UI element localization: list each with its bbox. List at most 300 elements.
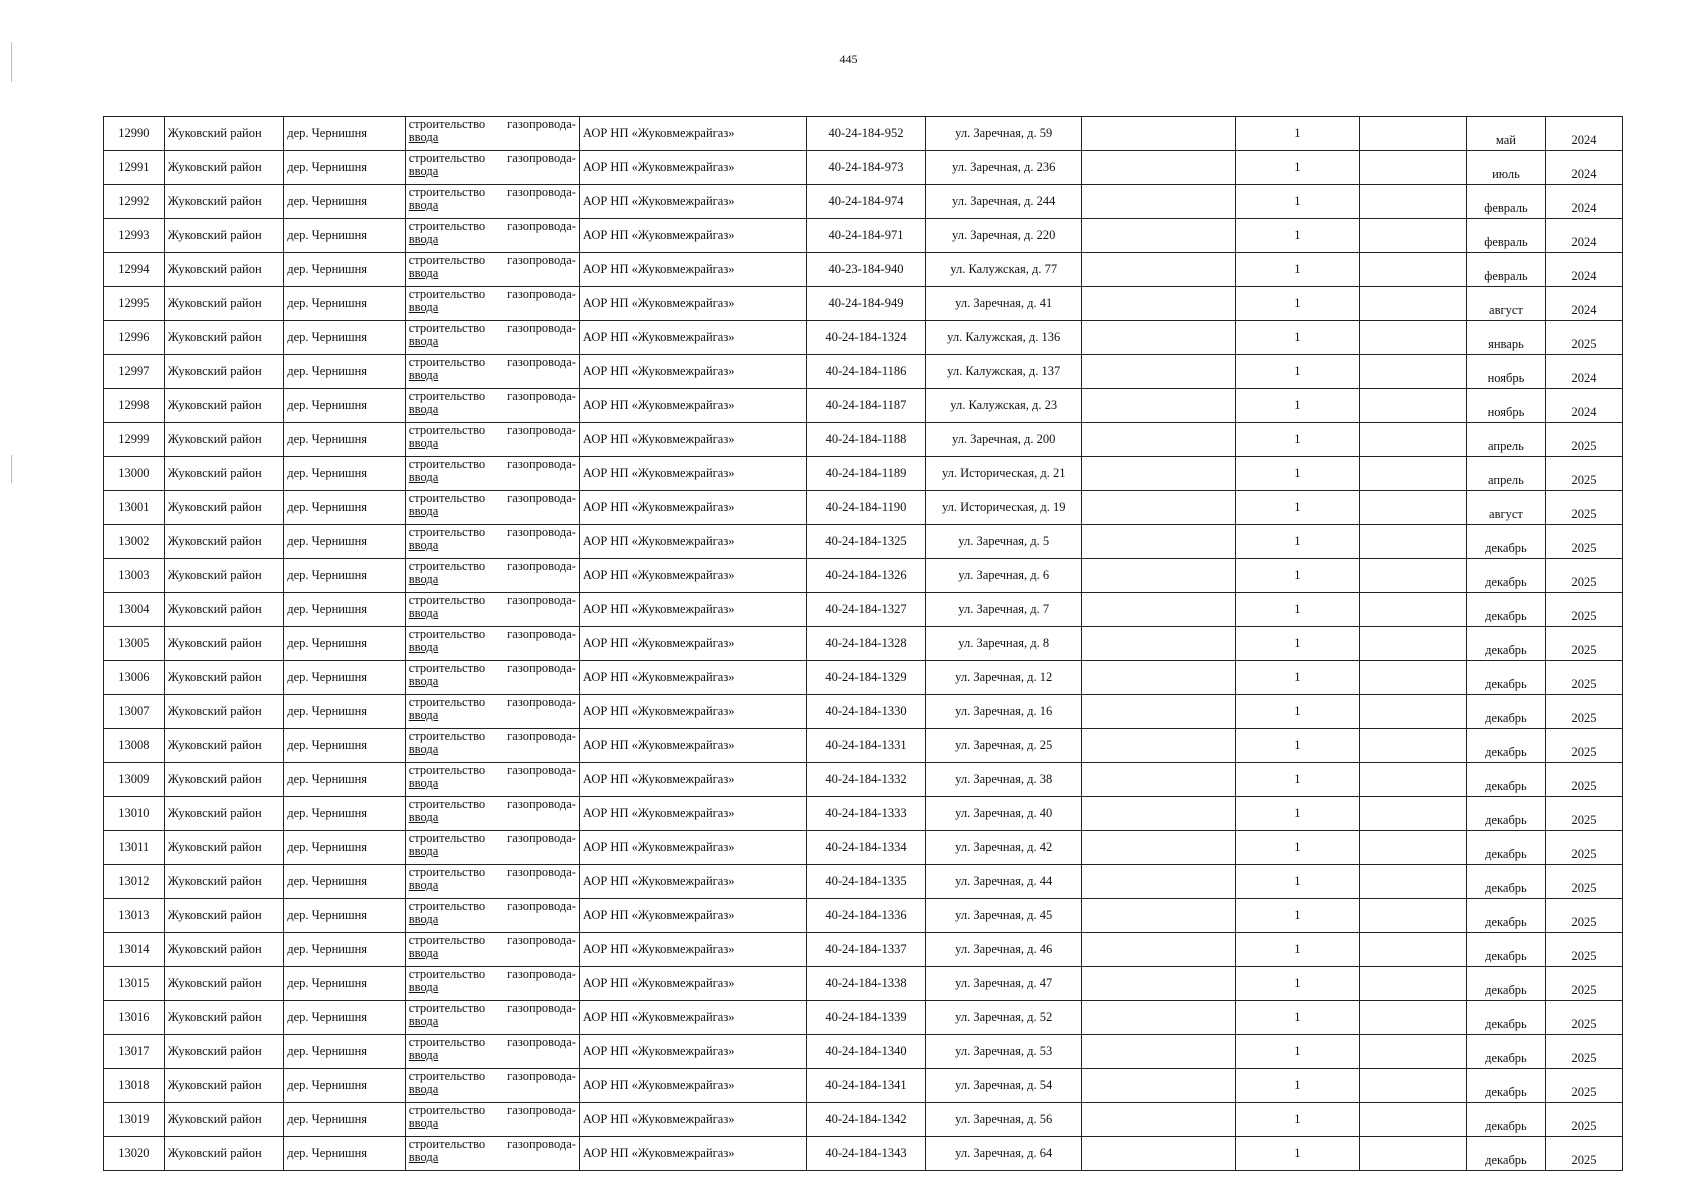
- blank-cell: [1359, 661, 1466, 695]
- blank-cell: [1082, 797, 1236, 831]
- year-cell: 2024: [1545, 287, 1622, 321]
- work-type-word: строительство: [408, 797, 486, 811]
- table-row: [104, 525, 1623, 559]
- organization-cell: АОР НП «Жуковмежрайгаз»: [579, 899, 806, 933]
- month-cell: декабрь: [1466, 763, 1545, 797]
- year-cell: 2025: [1545, 627, 1622, 661]
- district-cell: Жуковский район: [164, 355, 283, 389]
- work-type-object: газопровода-: [507, 1001, 576, 1015]
- district-cell: Жуковский район: [164, 457, 283, 491]
- district-cell: Жуковский район: [164, 219, 283, 253]
- district-cell: Жуковский район: [164, 695, 283, 729]
- work-type-object: газопровода-: [507, 933, 576, 947]
- work-type-suffix: ввода: [408, 776, 439, 790]
- work-type-suffix: ввода: [408, 810, 439, 824]
- work-type-cell: [405, 219, 579, 253]
- table-row: [104, 797, 1623, 831]
- count-cell: 1: [1236, 695, 1360, 729]
- village-cell: дер. Чернишня: [284, 695, 406, 729]
- count-cell: 1: [1236, 491, 1360, 525]
- work-type-suffix: ввода: [408, 742, 439, 756]
- table-row: [104, 1001, 1623, 1035]
- work-type-cell: [405, 117, 579, 151]
- month-cell: февраль: [1466, 253, 1545, 287]
- row-number: 13016: [104, 1001, 165, 1035]
- blank-cell: [1359, 389, 1466, 423]
- address-cell: ул. Заречная, д. 200: [926, 423, 1082, 457]
- address-cell: ул. Историческая, д. 21: [926, 457, 1082, 491]
- row-number: 12995: [104, 287, 165, 321]
- work-type-object: газопровода-: [507, 321, 576, 335]
- village-cell: дер. Чернишня: [284, 865, 406, 899]
- blank-cell: [1082, 661, 1236, 695]
- table-row: [104, 1035, 1623, 1069]
- address-cell: ул. Заречная, д. 42: [926, 831, 1082, 865]
- organization-cell: АОР НП «Жуковмежрайгаз»: [579, 151, 806, 185]
- address-cell: ул. Заречная, д. 38: [926, 763, 1082, 797]
- address-cell: ул. Заречная, д. 25: [926, 729, 1082, 763]
- table-row: [104, 457, 1623, 491]
- table-row: [104, 219, 1623, 253]
- cadastral-number-cell: 40-24-184-973: [806, 151, 925, 185]
- year-cell: 2025: [1545, 967, 1622, 1001]
- month-cell: декабрь: [1466, 1035, 1545, 1069]
- organization-cell: АОР НП «Жуковмежрайгаз»: [579, 117, 806, 151]
- cadastral-number-cell: 40-24-184-952: [806, 117, 925, 151]
- blank-cell: [1359, 1137, 1466, 1171]
- blank-cell: [1082, 933, 1236, 967]
- work-type-suffix: ввода: [408, 402, 439, 416]
- blank-cell: [1359, 151, 1466, 185]
- row-number: 13014: [104, 933, 165, 967]
- work-type-suffix: ввода: [408, 844, 439, 858]
- work-type-word: строительство: [408, 321, 486, 335]
- village-cell: дер. Чернишня: [284, 151, 406, 185]
- table-body: [104, 117, 1623, 1171]
- work-type-suffix: ввода: [408, 334, 439, 348]
- work-type-object: газопровода-: [507, 457, 576, 471]
- work-type-object: газопровода-: [507, 287, 576, 301]
- work-type-object: газопровода-: [507, 559, 576, 573]
- work-type-suffix: ввода: [408, 1150, 439, 1164]
- work-type-object: газопровода-: [507, 151, 576, 165]
- row-number: 13020: [104, 1137, 165, 1171]
- work-type-suffix: ввода: [408, 436, 439, 450]
- year-cell: 2025: [1545, 321, 1622, 355]
- work-type-cell: [405, 763, 579, 797]
- work-type-object: газопровода-: [507, 185, 576, 199]
- work-type-suffix: ввода: [408, 1082, 439, 1096]
- row-number: 13018: [104, 1069, 165, 1103]
- address-cell: ул. Заречная, д. 53: [926, 1035, 1082, 1069]
- work-type-cell: [405, 287, 579, 321]
- count-cell: 1: [1236, 933, 1360, 967]
- table-row: [104, 729, 1623, 763]
- work-type-cell: [405, 321, 579, 355]
- work-type-object: газопровода-: [507, 423, 576, 437]
- month-cell: декабрь: [1466, 695, 1545, 729]
- village-cell: дер. Чернишня: [284, 1035, 406, 1069]
- work-type-suffix: ввода: [408, 572, 439, 586]
- work-type-suffix: ввода: [408, 1116, 439, 1130]
- row-number: 13015: [104, 967, 165, 1001]
- month-cell: декабрь: [1466, 1137, 1545, 1171]
- cadastral-number-cell: 40-24-184-1327: [806, 593, 925, 627]
- work-type-suffix: ввода: [408, 266, 439, 280]
- work-type-suffix: ввода: [408, 538, 439, 552]
- count-cell: 1: [1236, 831, 1360, 865]
- organization-cell: АОР НП «Жуковмежрайгаз»: [579, 933, 806, 967]
- address-cell: ул. Заречная, д. 45: [926, 899, 1082, 933]
- organization-cell: АОР НП «Жуковмежрайгаз»: [579, 967, 806, 1001]
- work-type-cell: [405, 593, 579, 627]
- village-cell: дер. Чернишня: [284, 117, 406, 151]
- village-cell: дер. Чернишня: [284, 253, 406, 287]
- district-cell: Жуковский район: [164, 423, 283, 457]
- row-number: 13005: [104, 627, 165, 661]
- blank-cell: [1082, 253, 1236, 287]
- month-cell: декабрь: [1466, 627, 1545, 661]
- year-cell: 2025: [1545, 525, 1622, 559]
- address-cell: ул. Заречная, д. 5: [926, 525, 1082, 559]
- blank-cell: [1082, 457, 1236, 491]
- work-type-cell: [405, 151, 579, 185]
- district-cell: Жуковский район: [164, 797, 283, 831]
- month-cell: ноябрь: [1466, 355, 1545, 389]
- blank-cell: [1359, 525, 1466, 559]
- row-number: 12992: [104, 185, 165, 219]
- work-type-word: строительство: [408, 967, 486, 981]
- organization-cell: АОР НП «Жуковмежрайгаз»: [579, 1137, 806, 1171]
- organization-cell: АОР НП «Жуковмежрайгаз»: [579, 185, 806, 219]
- address-cell: ул. Заречная, д. 54: [926, 1069, 1082, 1103]
- organization-cell: АОР НП «Жуковмежрайгаз»: [579, 797, 806, 831]
- work-type-object: газопровода-: [507, 1035, 576, 1049]
- row-number: 13002: [104, 525, 165, 559]
- district-cell: Жуковский район: [164, 593, 283, 627]
- row-number: 13003: [104, 559, 165, 593]
- work-type-word: строительство: [408, 865, 486, 879]
- blank-cell: [1082, 559, 1236, 593]
- work-type-cell: [405, 729, 579, 763]
- work-type-object: газопровода-: [507, 1069, 576, 1083]
- blank-cell: [1082, 491, 1236, 525]
- count-cell: 1: [1236, 117, 1360, 151]
- village-cell: дер. Чернишня: [284, 389, 406, 423]
- row-number: 13006: [104, 661, 165, 695]
- count-cell: 1: [1236, 423, 1360, 457]
- address-cell: ул. Заречная, д. 47: [926, 967, 1082, 1001]
- work-type-cell: [405, 185, 579, 219]
- blank-cell: [1082, 1001, 1236, 1035]
- count-cell: 1: [1236, 627, 1360, 661]
- row-number: 13008: [104, 729, 165, 763]
- month-cell: август: [1466, 287, 1545, 321]
- table-row: [104, 627, 1623, 661]
- month-cell: декабрь: [1466, 831, 1545, 865]
- month-cell: февраль: [1466, 219, 1545, 253]
- address-cell: ул. Заречная, д. 16: [926, 695, 1082, 729]
- month-cell: декабрь: [1466, 593, 1545, 627]
- year-cell: 2025: [1545, 763, 1622, 797]
- blank-cell: [1359, 185, 1466, 219]
- table-row: [104, 661, 1623, 695]
- district-cell: Жуковский район: [164, 321, 283, 355]
- table-row: [104, 831, 1623, 865]
- count-cell: 1: [1236, 593, 1360, 627]
- blank-cell: [1359, 321, 1466, 355]
- organization-cell: АОР НП «Жуковмежрайгаз»: [579, 525, 806, 559]
- work-type-object: газопровода-: [507, 627, 576, 641]
- month-cell: декабрь: [1466, 1069, 1545, 1103]
- year-cell: 2025: [1545, 1137, 1622, 1171]
- cadastral-number-cell: 40-24-184-1339: [806, 1001, 925, 1035]
- village-cell: дер. Чернишня: [284, 593, 406, 627]
- cadastral-number-cell: 40-24-184-1343: [806, 1137, 925, 1171]
- work-type-object: газопровода-: [507, 661, 576, 675]
- row-number: 13009: [104, 763, 165, 797]
- work-type-word: строительство: [408, 559, 486, 573]
- year-cell: 2025: [1545, 797, 1622, 831]
- district-cell: Жуковский район: [164, 117, 283, 151]
- year-cell: 2024: [1545, 117, 1622, 151]
- work-type-word: строительство: [408, 1103, 486, 1117]
- work-type-cell: [405, 831, 579, 865]
- month-cell: апрель: [1466, 457, 1545, 491]
- district-cell: Жуковский район: [164, 627, 283, 661]
- table-row: [104, 967, 1623, 1001]
- district-cell: Жуковский район: [164, 491, 283, 525]
- address-cell: ул. Заречная, д. 8: [926, 627, 1082, 661]
- work-type-word: строительство: [408, 151, 486, 165]
- year-cell: 2024: [1545, 253, 1622, 287]
- address-cell: ул. Заречная, д. 59: [926, 117, 1082, 151]
- village-cell: дер. Чернишня: [284, 661, 406, 695]
- count-cell: 1: [1236, 1103, 1360, 1137]
- cadastral-number-cell: 40-24-184-1340: [806, 1035, 925, 1069]
- year-cell: 2025: [1545, 831, 1622, 865]
- village-cell: дер. Чернишня: [284, 763, 406, 797]
- count-cell: 1: [1236, 525, 1360, 559]
- year-cell: 2025: [1545, 457, 1622, 491]
- year-cell: 2024: [1545, 185, 1622, 219]
- table-row: [104, 491, 1623, 525]
- year-cell: 2024: [1545, 219, 1622, 253]
- cadastral-number-cell: 40-24-184-1325: [806, 525, 925, 559]
- cadastral-number-cell: 40-23-184-940: [806, 253, 925, 287]
- district-cell: Жуковский район: [164, 763, 283, 797]
- work-type-object: газопровода-: [507, 525, 576, 539]
- year-cell: 2024: [1545, 389, 1622, 423]
- blank-cell: [1359, 627, 1466, 661]
- work-type-word: строительство: [408, 899, 486, 913]
- district-cell: Жуковский район: [164, 1103, 283, 1137]
- count-cell: 1: [1236, 355, 1360, 389]
- row-number: 13004: [104, 593, 165, 627]
- district-cell: Жуковский район: [164, 661, 283, 695]
- address-cell: ул. Калужская, д. 136: [926, 321, 1082, 355]
- blank-cell: [1359, 423, 1466, 457]
- organization-cell: АОР НП «Жуковмежрайгаз»: [579, 491, 806, 525]
- district-cell: Жуковский район: [164, 287, 283, 321]
- row-number: 13019: [104, 1103, 165, 1137]
- month-cell: апрель: [1466, 423, 1545, 457]
- work-type-object: газопровода-: [507, 1103, 576, 1117]
- work-type-word: строительство: [408, 933, 486, 947]
- table-row: [104, 355, 1623, 389]
- blank-cell: [1082, 899, 1236, 933]
- organization-cell: АОР НП «Жуковмежрайгаз»: [579, 865, 806, 899]
- page-number: 445: [839, 52, 858, 66]
- work-type-object: газопровода-: [507, 865, 576, 879]
- village-cell: дер. Чернишня: [284, 355, 406, 389]
- work-type-cell: [405, 355, 579, 389]
- district-cell: Жуковский район: [164, 253, 283, 287]
- blank-cell: [1359, 967, 1466, 1001]
- work-type-suffix: ввода: [408, 708, 439, 722]
- work-type-word: строительство: [408, 593, 486, 607]
- organization-cell: АОР НП «Жуковмежрайгаз»: [579, 1035, 806, 1069]
- address-cell: ул. Заречная, д. 220: [926, 219, 1082, 253]
- blank-cell: [1082, 967, 1236, 1001]
- village-cell: дер. Чернишня: [284, 457, 406, 491]
- village-cell: дер. Чернишня: [284, 899, 406, 933]
- work-type-cell: [405, 627, 579, 661]
- district-cell: Жуковский район: [164, 185, 283, 219]
- work-type-word: строительство: [408, 729, 486, 743]
- organization-cell: АОР НП «Жуковмежрайгаз»: [579, 219, 806, 253]
- address-cell: ул. Заречная, д. 6: [926, 559, 1082, 593]
- work-type-cell: [405, 933, 579, 967]
- address-cell: ул. Заречная, д. 12: [926, 661, 1082, 695]
- row-number: 13013: [104, 899, 165, 933]
- district-cell: Жуковский район: [164, 559, 283, 593]
- village-cell: дер. Чернишня: [284, 1103, 406, 1137]
- cadastral-number-cell: 40-24-184-1186: [806, 355, 925, 389]
- row-number: 12993: [104, 219, 165, 253]
- blank-cell: [1082, 1035, 1236, 1069]
- year-cell: 2025: [1545, 491, 1622, 525]
- blank-cell: [1359, 933, 1466, 967]
- blank-cell: [1359, 865, 1466, 899]
- blank-cell: [1359, 899, 1466, 933]
- work-type-object: газопровода-: [507, 593, 576, 607]
- month-cell: декабрь: [1466, 865, 1545, 899]
- work-type-word: строительство: [408, 661, 486, 675]
- blank-cell: [1359, 593, 1466, 627]
- work-type-word: строительство: [408, 423, 486, 437]
- blank-cell: [1359, 1035, 1466, 1069]
- work-type-suffix: ввода: [408, 606, 439, 620]
- year-cell: 2025: [1545, 423, 1622, 457]
- month-cell: декабрь: [1466, 559, 1545, 593]
- work-type-suffix: ввода: [408, 198, 439, 212]
- month-cell: декабрь: [1466, 933, 1545, 967]
- month-cell: ноябрь: [1466, 389, 1545, 423]
- organization-cell: АОР НП «Жуковмежрайгаз»: [579, 287, 806, 321]
- district-cell: Жуковский район: [164, 899, 283, 933]
- cadastral-number-cell: 40-24-184-1188: [806, 423, 925, 457]
- cadastral-number-cell: 40-24-184-1335: [806, 865, 925, 899]
- year-cell: 2024: [1545, 355, 1622, 389]
- work-type-word: строительство: [408, 1137, 486, 1151]
- work-type-word: строительство: [408, 831, 486, 845]
- work-type-object: газопровода-: [507, 899, 576, 913]
- work-type-word: строительство: [408, 457, 486, 471]
- organization-cell: АОР НП «Жуковмежрайгаз»: [579, 695, 806, 729]
- work-type-suffix: ввода: [408, 164, 439, 178]
- work-type-word: строительство: [408, 287, 486, 301]
- work-type-cell: [405, 1069, 579, 1103]
- row-number: 12997: [104, 355, 165, 389]
- row-number: 13010: [104, 797, 165, 831]
- work-type-word: строительство: [408, 1001, 486, 1015]
- work-type-cell: [405, 457, 579, 491]
- year-cell: 2025: [1545, 1035, 1622, 1069]
- work-type-suffix: ввода: [408, 674, 439, 688]
- count-cell: 1: [1236, 457, 1360, 491]
- district-cell: Жуковский район: [164, 1069, 283, 1103]
- village-cell: дер. Чернишня: [284, 831, 406, 865]
- count-cell: 1: [1236, 287, 1360, 321]
- address-cell: ул. Калужская, д. 137: [926, 355, 1082, 389]
- work-type-object: газопровода-: [507, 355, 576, 369]
- count-cell: 1: [1236, 151, 1360, 185]
- blank-cell: [1082, 185, 1236, 219]
- district-cell: Жуковский район: [164, 525, 283, 559]
- count-cell: 1: [1236, 321, 1360, 355]
- table-row: [104, 389, 1623, 423]
- blank-cell: [1359, 1001, 1466, 1035]
- table-row: [104, 253, 1623, 287]
- village-cell: дер. Чернишня: [284, 491, 406, 525]
- work-type-word: строительство: [408, 763, 486, 777]
- blank-cell: [1359, 457, 1466, 491]
- row-number: 13017: [104, 1035, 165, 1069]
- work-type-cell: [405, 797, 579, 831]
- blank-cell: [1359, 287, 1466, 321]
- work-type-cell: [405, 389, 579, 423]
- work-type-word: строительство: [408, 355, 486, 369]
- blank-cell: [1082, 355, 1236, 389]
- work-type-suffix: ввода: [408, 470, 439, 484]
- work-type-word: строительство: [408, 389, 486, 403]
- address-cell: ул. Калужская, д. 23: [926, 389, 1082, 423]
- table-row: [104, 1103, 1623, 1137]
- table-row: [104, 1137, 1623, 1171]
- blank-cell: [1082, 423, 1236, 457]
- work-type-object: газопровода-: [507, 117, 576, 131]
- cadastral-number-cell: 40-24-184-1337: [806, 933, 925, 967]
- work-type-word: строительство: [408, 253, 486, 267]
- work-type-word: строительство: [408, 491, 486, 505]
- village-cell: дер. Чернишня: [284, 627, 406, 661]
- month-cell: май: [1466, 117, 1545, 151]
- work-type-cell: [405, 491, 579, 525]
- address-cell: ул. Заречная, д. 7: [926, 593, 1082, 627]
- year-cell: 2024: [1545, 151, 1622, 185]
- work-type-suffix: ввода: [408, 130, 439, 144]
- work-type-word: строительство: [408, 627, 486, 641]
- row-number: 12998: [104, 389, 165, 423]
- table-row: [104, 899, 1623, 933]
- month-cell: декабрь: [1466, 1103, 1545, 1137]
- year-cell: 2025: [1545, 593, 1622, 627]
- work-type-object: газопровода-: [507, 389, 576, 403]
- gas-connection-table: [103, 116, 1623, 1171]
- village-cell: дер. Чернишня: [284, 1137, 406, 1171]
- blank-cell: [1082, 763, 1236, 797]
